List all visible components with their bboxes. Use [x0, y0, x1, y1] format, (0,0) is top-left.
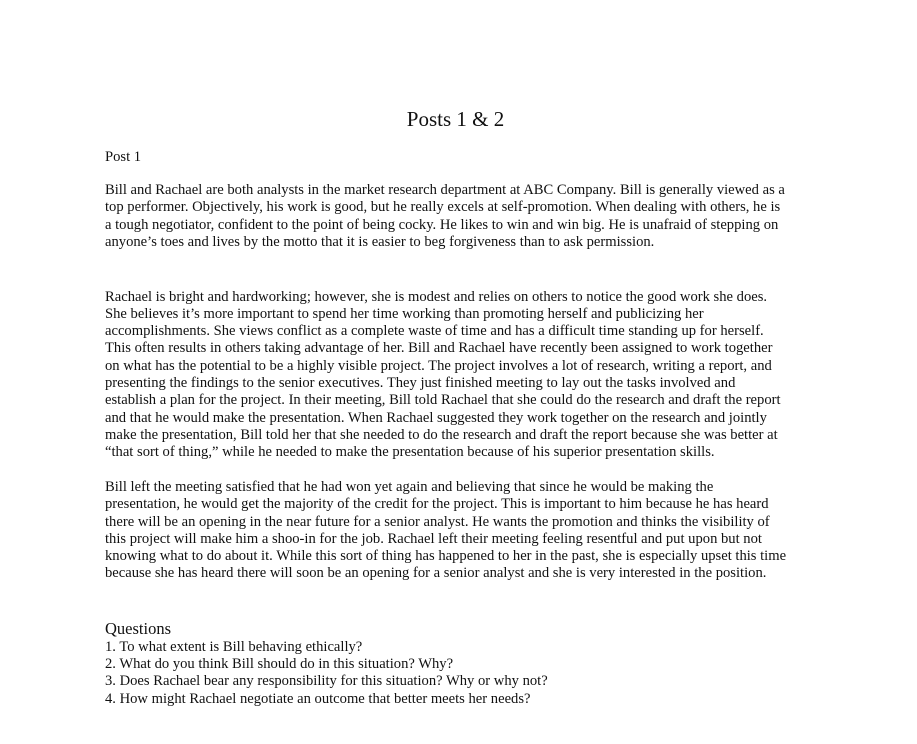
question-item: 1. To what extent is Bill behaving ethically?	[105, 638, 363, 655]
paragraph-2	[105, 289, 781, 462]
questions-list	[105, 639, 548, 709]
questions-heading: Questions	[105, 619, 171, 638]
document-title: Posts 1 & 2	[406, 107, 505, 131]
section-label: Post 1	[105, 149, 142, 165]
paragraph-line: there will be an opening in the near future for a senior analyst. He wants the promotion and thinks the visibility of	[105, 513, 770, 530]
paragraph-3	[105, 479, 786, 583]
paragraph-line: establish a plan for the project. In their meeting, Bill told Rachael that she could do the research and draft the report	[105, 392, 781, 409]
paragraph-line: a tough negotiator, confident to the point of being cocky. He likes to win and win big. He is unafraid of stepping on	[105, 216, 779, 233]
paragraph-line: This often results in others taking advantage of her. Bill and Rachael have recently been assigned to work together	[105, 340, 773, 357]
question-item: 3. Does Rachael bear any responsibility for this situation? Why or why not?	[105, 673, 548, 690]
paragraph-line: knowing what to do about it. While this sort of thing has happened to her in the past, she is especially upset this time	[105, 548, 787, 565]
paragraph-line: presentation, he would get the majority of the credit for the project. This is important to him because he has heard	[105, 496, 769, 513]
paragraph-line: and that he would make the presentation. When Rachael suggested they work together on the research and jointly	[105, 409, 767, 426]
paragraph-1	[105, 182, 785, 251]
paragraph-line: anyone’s toes and lives by the motto that it is easier to beg forgiveness than to ask permission.	[105, 233, 655, 250]
question-item: 4. How might Rachael negotiate an outcome that better meets her needs?	[105, 690, 531, 707]
paragraph-line: Rachael is bright and hardworking; however, she is modest and relies on others to notice the good work she does.	[105, 288, 768, 305]
paragraph-line: top performer. Objectively, his work is good, but he really excels at self-promotion. When dealing with others, he is	[105, 199, 781, 216]
paragraph-line: make the presentation, Bill told her that she needed to do the research and draft the report because she was better at	[105, 426, 778, 443]
paragraph-line: on what has the potential to be a highly visible project. The project involves a lot of research, writing a report, and	[105, 357, 772, 374]
paragraph-line: accomplishments. She views conflict as a complete waste of time and has a difficult time standing up for herself.	[105, 323, 764, 340]
paragraph-line: this project will make him a shoo-in for the job. Rachael left their meeting feeling resentful and put upon but not	[105, 530, 762, 547]
paragraph-line: “that sort of thing,” while he needed to make the presentation because of his superior presentation skills.	[105, 444, 715, 461]
paragraph-line: Bill left the meeting satisfied that he had won yet again and believing that since he would be making the	[105, 479, 714, 495]
paragraph-line: She believes it’s more important to spend her time working than promoting herself and publicizing her	[105, 305, 704, 322]
paragraph-line: presenting the findings to the senior executives. They just finished meeting to lay out the tasks involved and	[105, 374, 736, 391]
paragraph-line: Bill and Rachael are both analysts in the market research department at ABC Company. Bill is generally viewed as a	[105, 182, 785, 198]
question-item: 2. What do you think Bill should do in this situation? Why?	[105, 655, 454, 672]
paragraph-line: because she has heard there will soon be an opening for a senior analyst and she is very interested in the position.	[105, 565, 767, 582]
